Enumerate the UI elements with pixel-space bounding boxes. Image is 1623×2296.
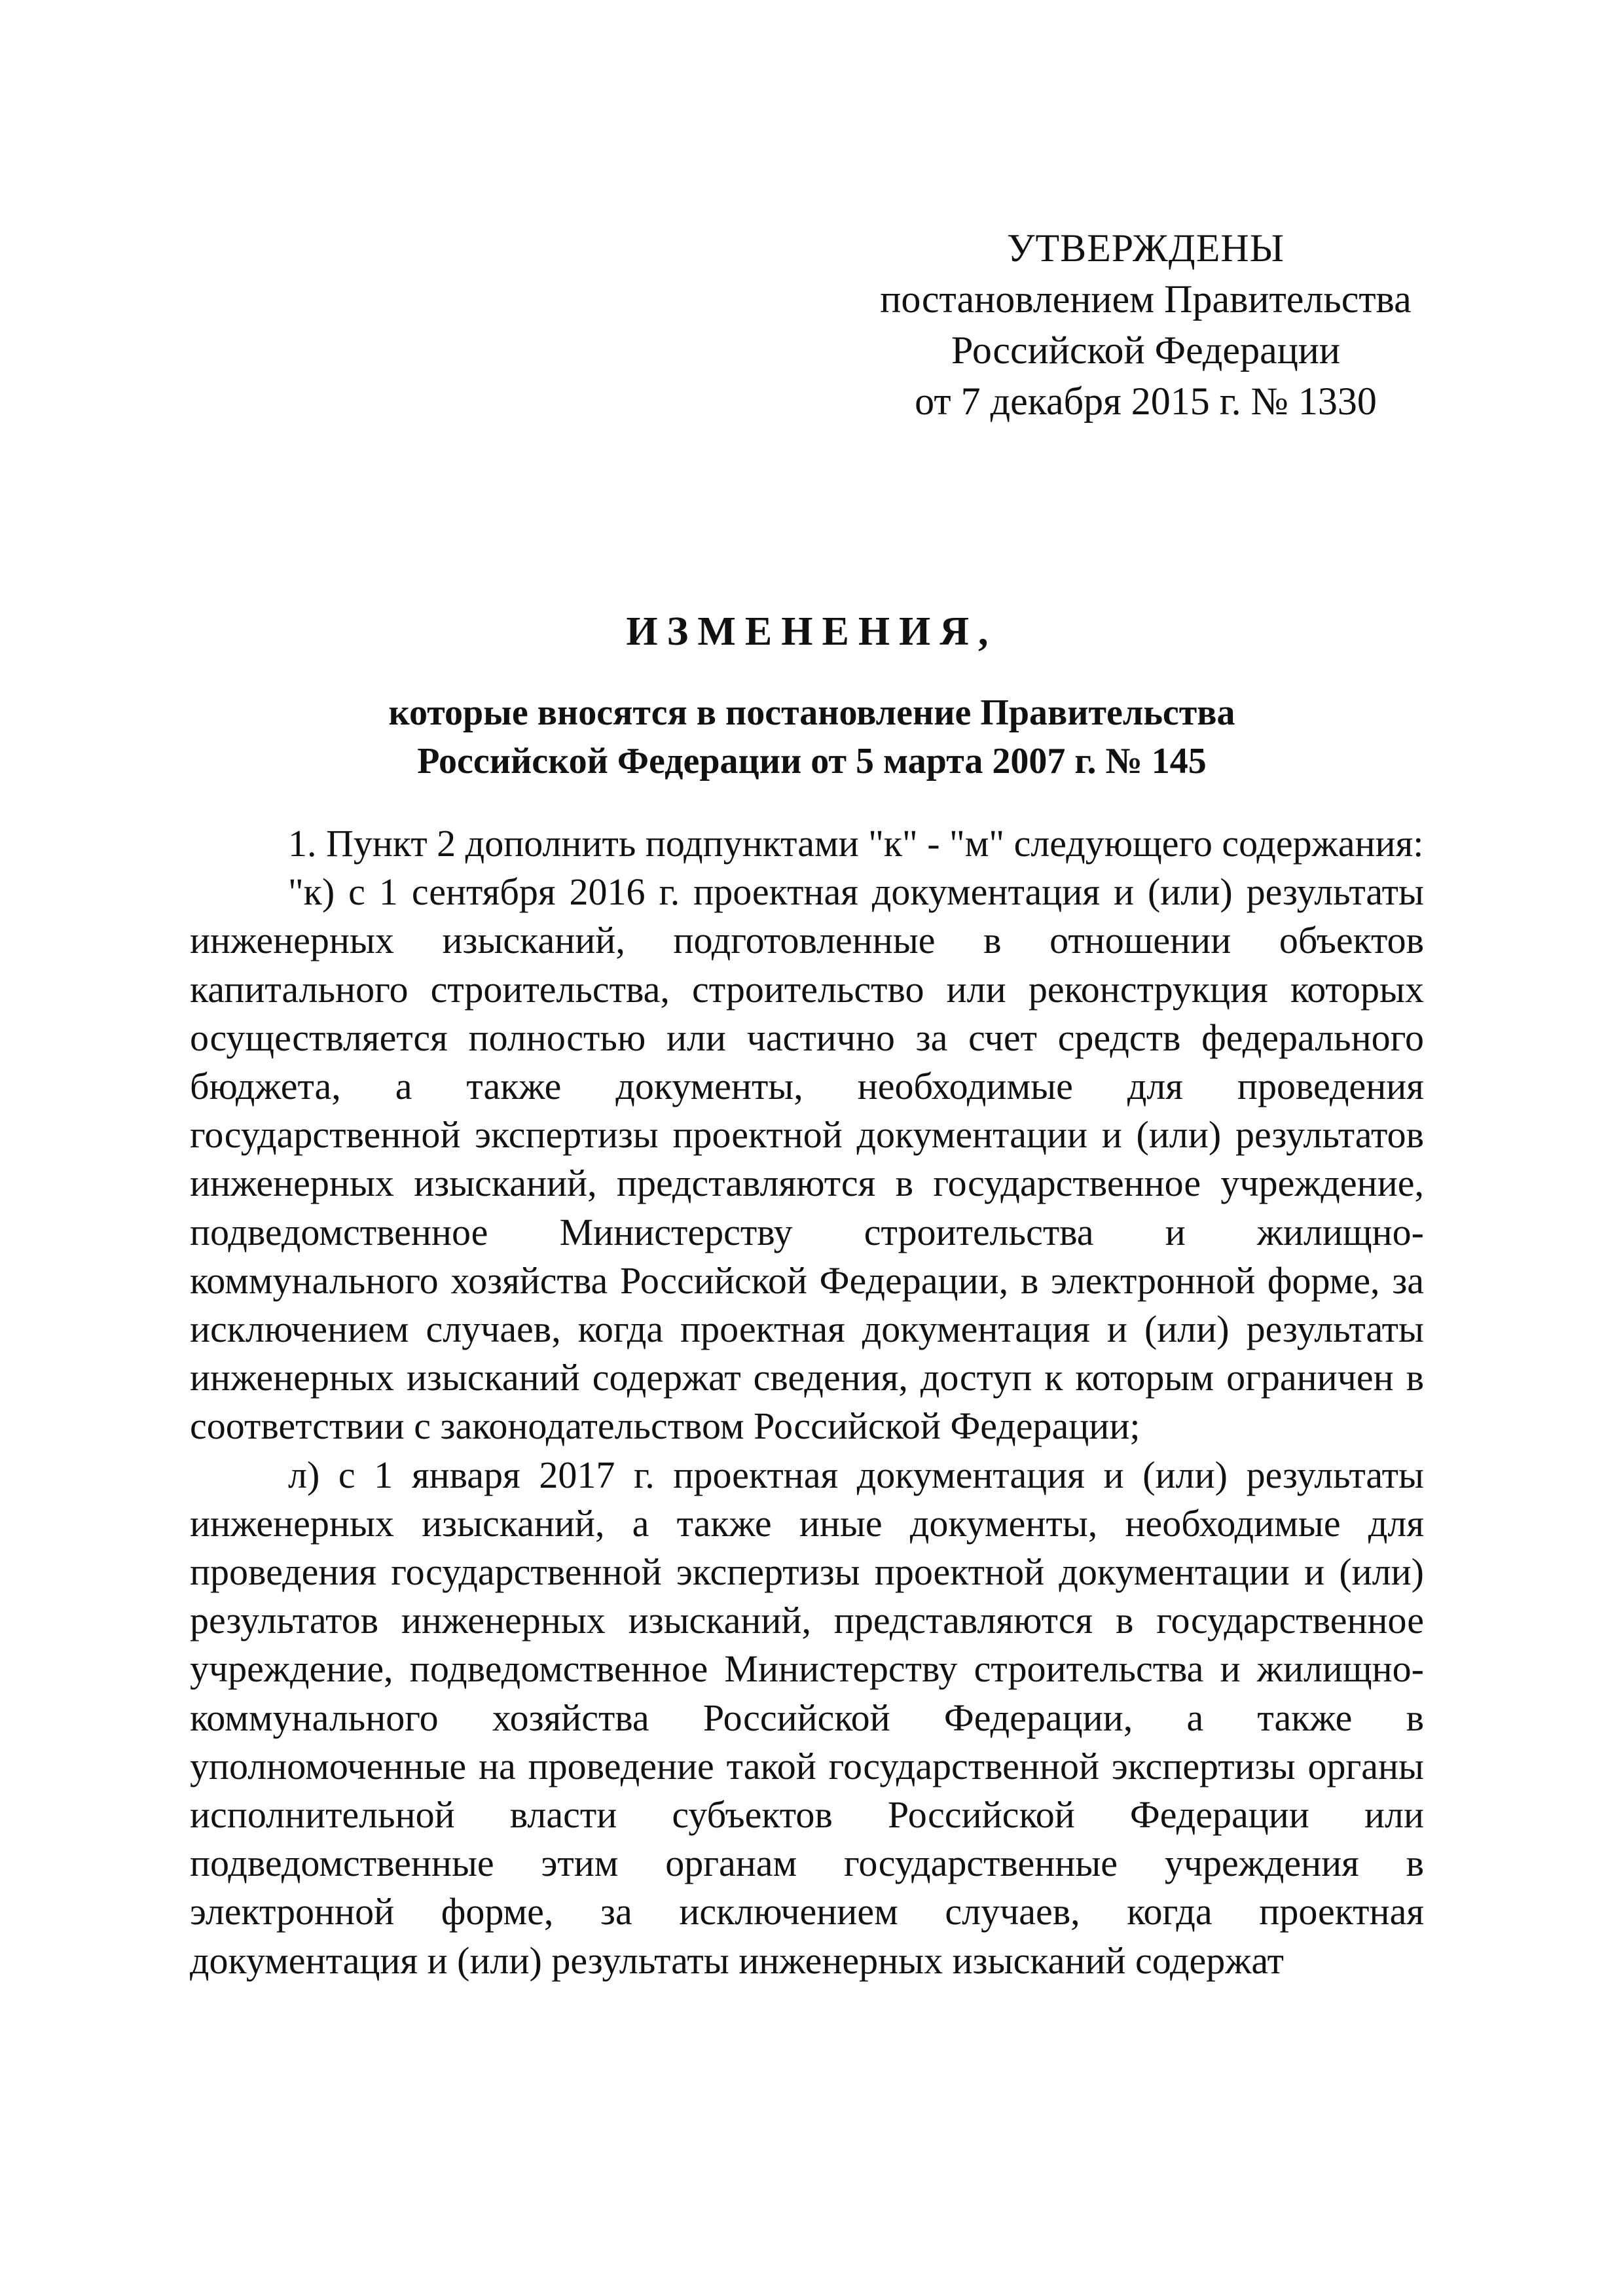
document-title: ИЗМЕНЕНИЯ,: [626, 609, 998, 654]
approval-title: УТВЕРЖДЕНЫ: [1006, 226, 1285, 270]
approval-line-2: Российской Федерации: [951, 329, 1341, 372]
document-heading: [190, 602, 1434, 785]
approval-line-3: от 7 декабря 2015 г. № 1330: [915, 380, 1377, 423]
paragraph-subitem-l: л) с 1 января 2017 г. проектная документация и (или) результаты инженерных изысканий, а также иные документы, необходимые для проведения государственной экспертизы проектной документации и (или) результатов инженерных изысканий, представляются в государственное учреждение, подведомственное Министерству строительства и жилищно-коммунального хозяйства Российской Федерации, а также в уполномоченные на проведение такой государственной экспертизы органы исполнительной власти субъектов Российской Федерации или подведомственные этим органам государственные учреждения в электронной форме, за исключением случаев, когда проектная документация и (или) результаты инженерных изысканий содержат: [190, 1453, 1424, 1982]
approval-line-1: постановлением Правительства: [880, 278, 1412, 321]
paragraph-item-1: 1. Пункт 2 дополнить подпунктами "к" - "м" следующего содержания:: [288, 822, 1424, 865]
document-body: [190, 819, 1424, 1985]
paragraph-subitem-k: "к) с 1 сентября 2016 г. проектная документация и (или) результаты инженерных изысканий, подготовленные в отношении объектов капитального строительства, строительство или реконструкция которых осуществляется полностью или частично за счет средств федерального бюджета, а также документы, необходимые для проведения государственной экспертизы проектной документации и (или) результатов инженерных изысканий, представляются в государственное учреждение, подведомственное Министерству строительства и жилищно-коммунального хозяйства Российской Федерации, в электронной форме, за исключением случаев, когда проектная документация и (или) результаты инженерных изысканий содержат сведения, доступ к которым ограничен в соответствии с законодательством Российской Федерации;: [190, 870, 1424, 1448]
approval-block: [845, 223, 1447, 427]
document-subtitle-line-1: которые вносятся в постановление Правительства: [388, 692, 1235, 733]
document-subtitle-line-2: Российской Федерации от 5 марта 2007 г. № 145: [417, 741, 1207, 781]
